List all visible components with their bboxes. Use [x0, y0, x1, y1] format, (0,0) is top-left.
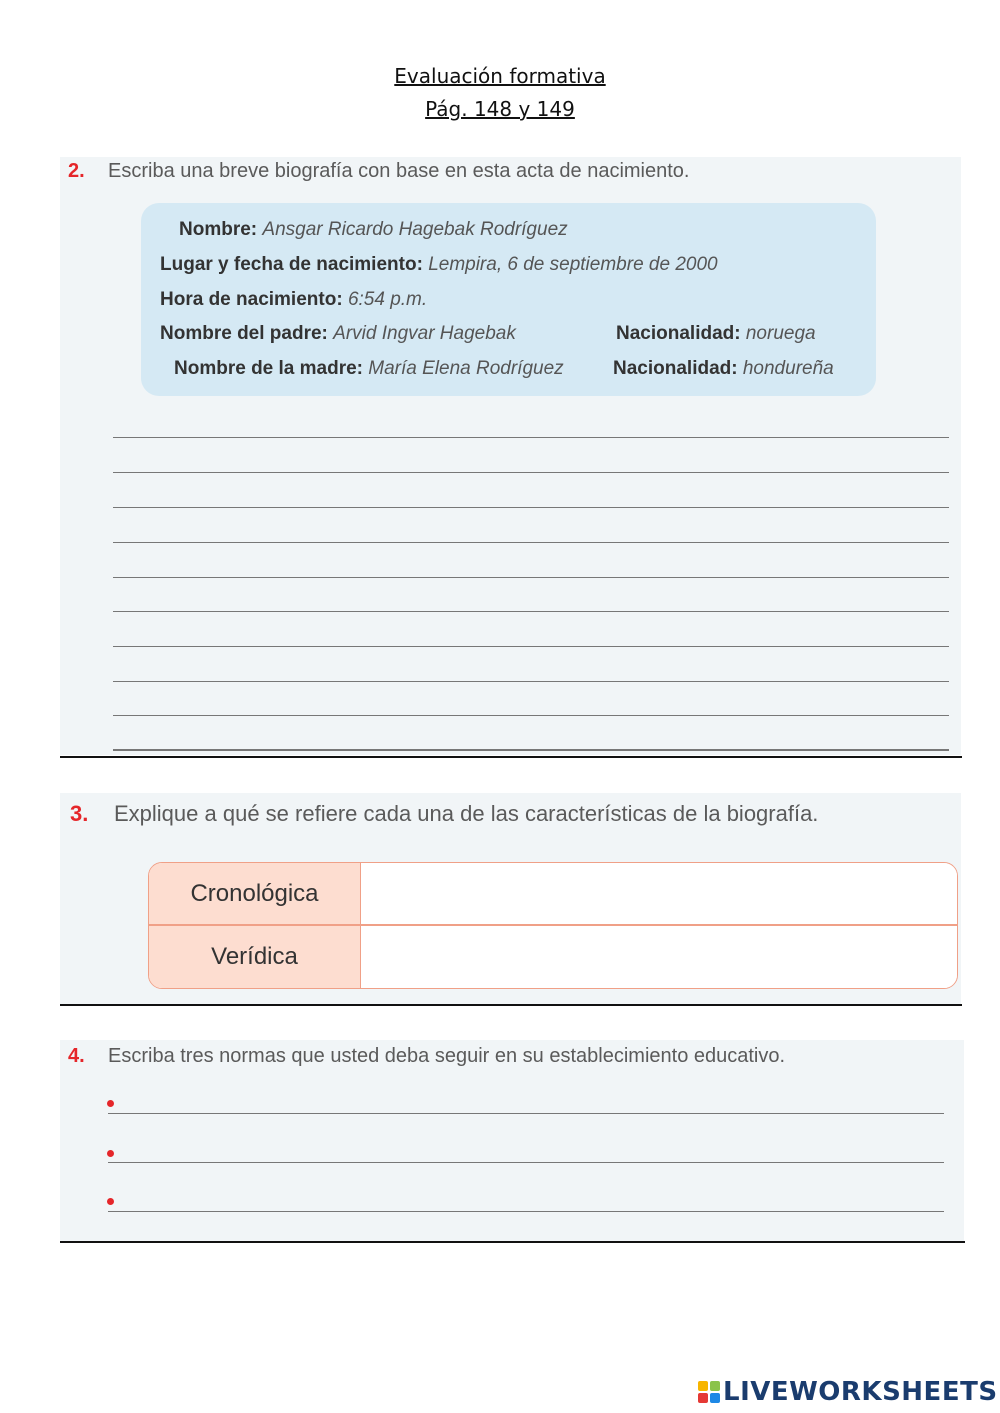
birth-time-label: Hora de nacimiento:: [160, 289, 343, 310]
name-label: Nombre:: [179, 219, 258, 240]
bullet-icon: [107, 1150, 114, 1157]
answer-line[interactable]: [113, 715, 949, 716]
mother-label: Nombre de la madre:: [174, 358, 363, 379]
answer-line[interactable]: [113, 611, 949, 612]
father-nationality-label: Nacionalidad:: [616, 323, 741, 344]
father-label: Nombre del padre:: [160, 323, 328, 344]
mother-value: María Elena Rodríguez: [368, 358, 564, 379]
liveworksheets-logo: [698, 1375, 998, 1409]
birth-label: Lugar y fecha de nacimiento:: [160, 254, 423, 275]
question-4-number: 4.: [68, 1045, 85, 1067]
question-4-text: Escriba tres normas que usted deba seguir en su establecimiento educativo.: [108, 1045, 786, 1067]
answer-cell-cronologica[interactable]: [360, 863, 958, 925]
name-value: Ansgar Ricardo Hagebak Rodríguez: [262, 219, 568, 240]
question-2-text: Escriba una breve biografía con base en esta acta de nacimiento.: [108, 160, 690, 182]
brand-name: LIVEWORKSHEETS: [723, 1377, 998, 1407]
question-2-number: 2.: [68, 160, 85, 182]
rule-answer-line[interactable]: [108, 1113, 944, 1114]
question-3-number: 3.: [70, 801, 89, 826]
answer-line[interactable]: [113, 681, 949, 682]
mother-nationality-value: hondureña: [742, 358, 834, 379]
rule-answer-line[interactable]: [108, 1211, 944, 1212]
answer-cell-veridica[interactable]: [360, 926, 958, 988]
father-nationality-value: noruega: [745, 323, 816, 344]
birth-time-value: 6:54 p.m.: [347, 289, 428, 310]
answer-line[interactable]: [113, 437, 949, 438]
section-divider: [60, 1004, 962, 1006]
question-3-text: Explique a qué se refiere cada una de las características de la biografía.: [114, 801, 819, 826]
answer-line[interactable]: [113, 507, 949, 508]
answer-line[interactable]: [113, 749, 949, 751]
birth-certificate-box: [141, 203, 876, 396]
page-subtitle: Pág. 148 y 149: [425, 97, 575, 121]
characteristics-table: [148, 862, 958, 989]
answer-line[interactable]: [113, 577, 949, 578]
row-label-cronologica: Cronológica: [149, 863, 360, 925]
rule-answer-line[interactable]: [108, 1162, 944, 1163]
answer-line[interactable]: [113, 472, 949, 473]
mother-nationality-label: Nacionalidad:: [613, 358, 738, 379]
section-divider: [60, 1241, 965, 1243]
father-value: Arvid Ingvar Hagebak: [333, 323, 516, 344]
row-label-veridica: Verídica: [149, 926, 360, 988]
bullet-icon: [107, 1100, 114, 1107]
answer-line[interactable]: [113, 646, 949, 647]
birth-value: Lempira, 6 de septiembre de 2000: [428, 254, 718, 275]
section-divider: [60, 756, 962, 758]
bullet-icon: [107, 1198, 114, 1205]
liveworksheets-logo-icon: [698, 1381, 720, 1403]
answer-line[interactable]: [113, 542, 949, 543]
page-title: Evaluación formativa: [394, 64, 606, 88]
